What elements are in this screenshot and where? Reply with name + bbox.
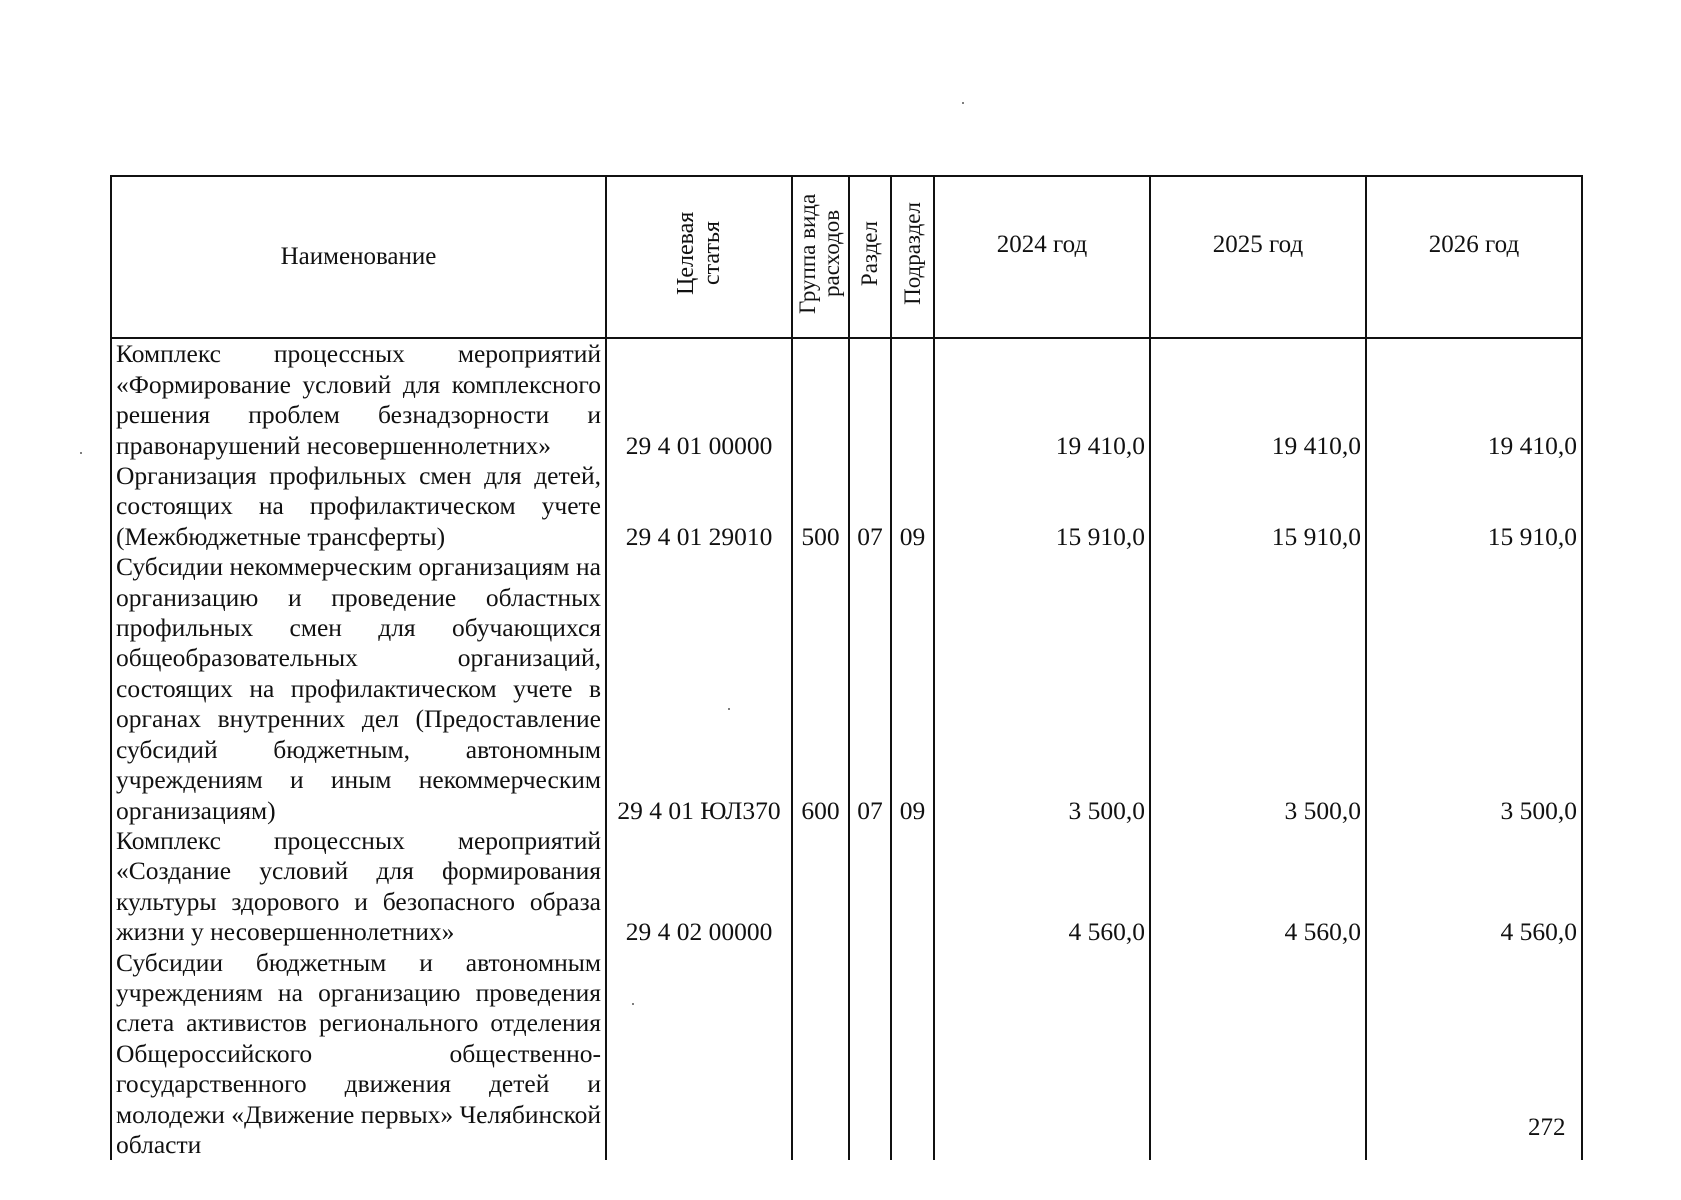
- header-name-label: Наименование: [280, 243, 437, 270]
- row-2024: 15 910,0: [934, 461, 1150, 552]
- row-2024: 3 500,0: [934, 552, 1150, 826]
- row-section: 07: [849, 552, 891, 826]
- header-target-label: Целевая статья: [673, 211, 725, 296]
- row-2026: 3 500,0: [1366, 552, 1582, 826]
- row-name: Комплекс процессных мероприятий «Формирование условий для комплексного решения проблем безнадзорности и правонарушений несовершеннолетних»: [111, 338, 606, 461]
- header-2024-label: 2024 год: [996, 231, 1088, 258]
- row-section: [849, 826, 891, 948]
- row-2026: 4 560,0: [1366, 826, 1582, 948]
- budget-table: [110, 175, 1583, 1160]
- scan-speck: [962, 102, 964, 104]
- row-2024: 4 560,0: [934, 826, 1150, 948]
- row-group: 500: [792, 461, 849, 552]
- row-2024: 19 410,0: [934, 338, 1150, 461]
- row-2025: 19 410,0: [1150, 338, 1366, 461]
- row-subsection: 09: [891, 461, 934, 552]
- row-subsection: [891, 826, 934, 948]
- row-name: Комплекс процессных мероприятий «Создание условий для формирования культуры здорового и безопасного образа жизни у несовершеннолетних»: [111, 826, 606, 948]
- row-section: [849, 948, 891, 1161]
- table-header: [111, 176, 1582, 338]
- header-expense-group: [792, 176, 849, 338]
- row-section: [849, 338, 891, 461]
- scan-speck: [632, 1003, 634, 1005]
- header-section-label: Раздел: [857, 220, 882, 287]
- row-section: 07: [849, 461, 891, 552]
- header-name: [111, 176, 606, 338]
- row-target: 29 4 02 00000: [606, 826, 792, 948]
- header-expense-group-label: Группа вида расходов: [794, 193, 844, 314]
- table-row: [111, 552, 1582, 826]
- scan-speck: [80, 452, 82, 454]
- header-target: [606, 176, 792, 338]
- row-2024: [934, 948, 1150, 1161]
- header-subsection: [891, 176, 934, 338]
- table-row: [111, 948, 1582, 1161]
- row-2025: 15 910,0: [1150, 461, 1366, 552]
- row-name: Субсидии некоммерческим организациям на организацию и проведение областных профильных смен для обучающихся общеобразовательных организаций, состоящих на профилактическом учете в органах внутренних дел (Предоставление субсидий бюджетным, автономным учреждениям и иным некоммерческим организациям): [111, 552, 606, 826]
- header-subsection-label: Подраздел: [899, 202, 925, 305]
- row-2026: 19 410,0: [1366, 338, 1582, 461]
- row-name: Организация профильных смен для детей, состоящих на профилактическом учете (Межбюджетные трансферты): [111, 461, 606, 552]
- table-row: [111, 461, 1582, 552]
- row-group: [792, 826, 849, 948]
- header-2026: [1366, 176, 1582, 338]
- row-group: [792, 948, 849, 1161]
- row-group: [792, 338, 849, 461]
- row-2025: 4 560,0: [1150, 826, 1366, 948]
- header-section: [849, 176, 891, 338]
- scan-speck: [728, 708, 730, 710]
- header-2025: [1150, 176, 1366, 338]
- row-subsection: [891, 338, 934, 461]
- header-2026-label: 2026 год: [1428, 231, 1520, 258]
- row-2025: [1150, 948, 1366, 1161]
- table-row: [111, 338, 1582, 461]
- row-group: 600: [792, 552, 849, 826]
- table-body: [111, 338, 1582, 1160]
- row-subsection: 09: [891, 552, 934, 826]
- row-target: 29 4 01 00000: [606, 338, 792, 461]
- row-2026: 15 910,0: [1366, 461, 1582, 552]
- row-target: [606, 948, 792, 1161]
- header-2025-label: 2025 год: [1212, 231, 1304, 258]
- row-subsection: [891, 948, 934, 1161]
- header-2024: [934, 176, 1150, 338]
- row-name: Субсидии бюджетным и автономным учреждениям на организацию проведения слета активистов регионального отделения Общероссийского общественно-государственного движения детей и молодежи «Движение первых» Челябинской области: [111, 948, 606, 1161]
- table-row: [111, 826, 1582, 948]
- page-number: 272: [1528, 1114, 1566, 1141]
- row-2025: 3 500,0: [1150, 552, 1366, 826]
- row-target: 29 4 01 29010: [606, 461, 792, 552]
- row-target: 29 4 01 ЮЛ370: [606, 552, 792, 826]
- header-row: [111, 176, 1582, 338]
